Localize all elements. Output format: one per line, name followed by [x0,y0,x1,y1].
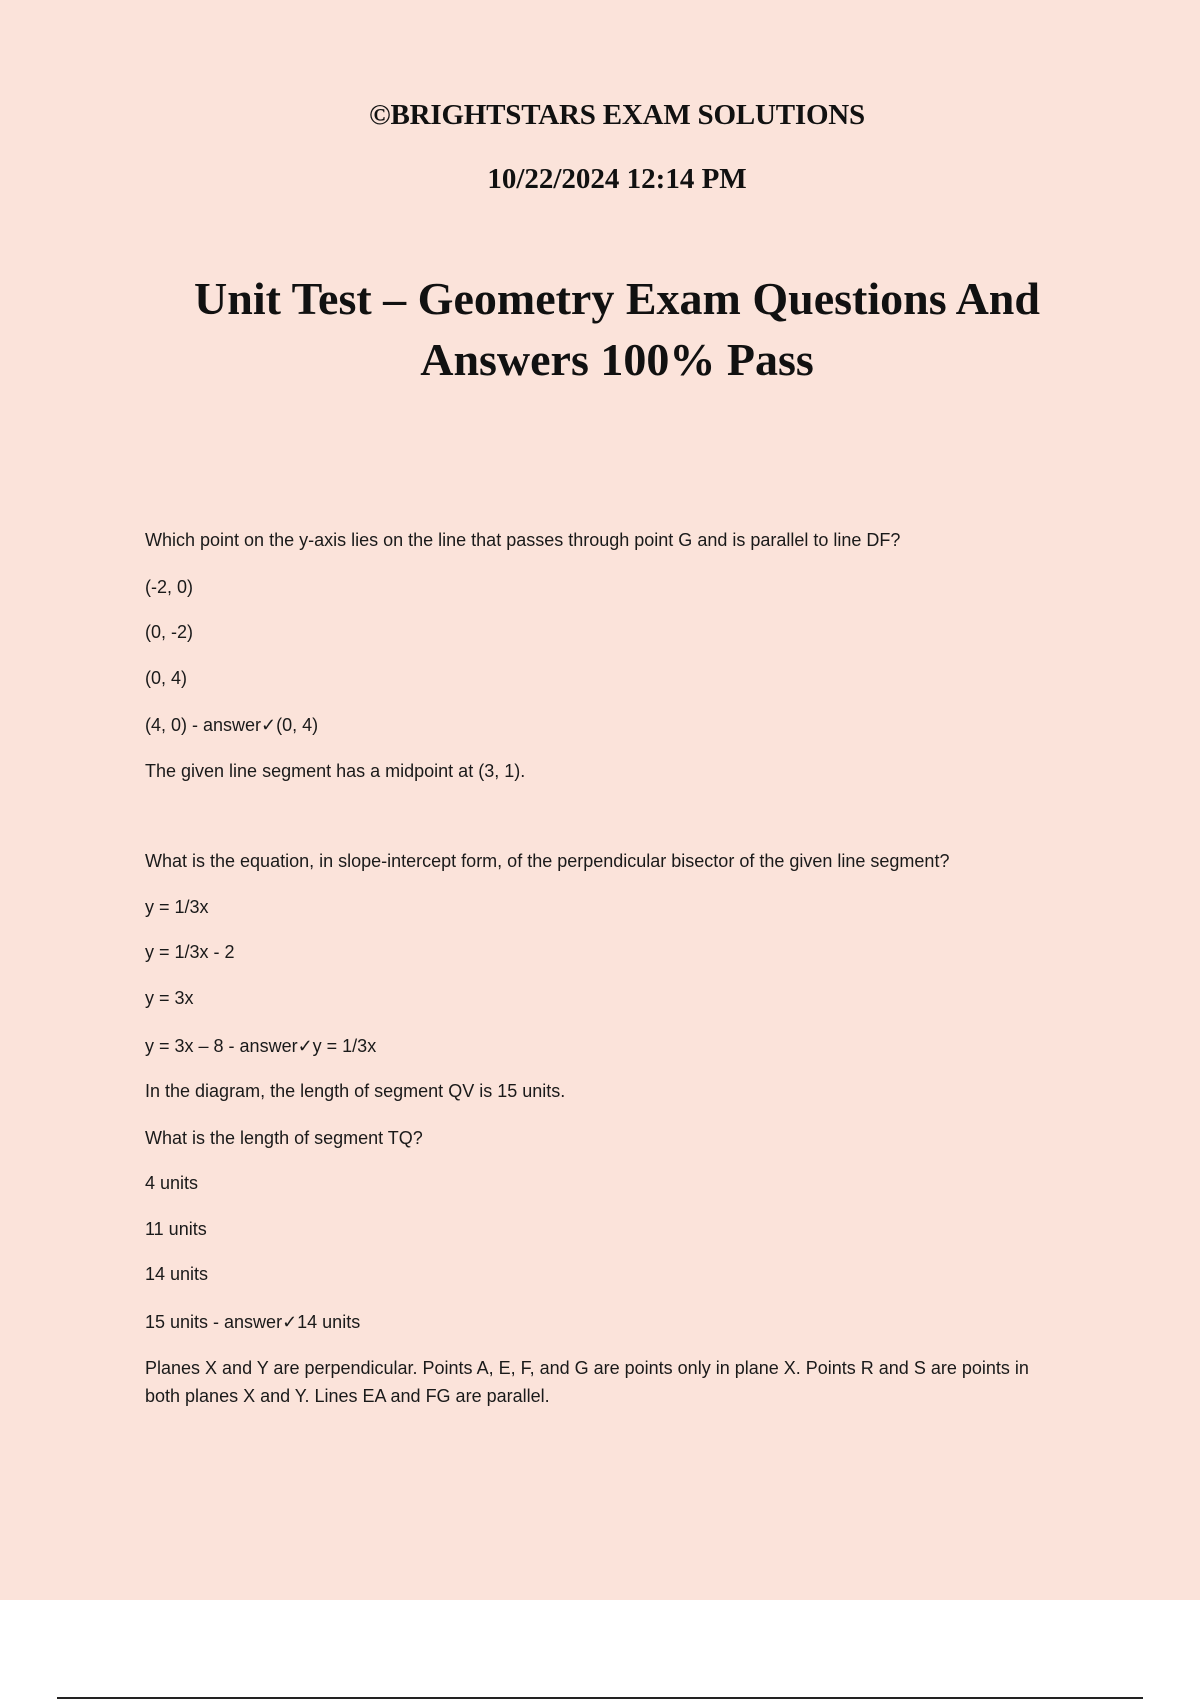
question-2-option-c: y = 3x [145,988,194,1008]
question-3-context: In the diagram, the length of segment QV is 15 units. [145,1081,566,1101]
document-datetime: 10/22/2024 12:14 PM [487,163,747,195]
question-1-option-b: (0, -2) [145,622,194,642]
title-line-1: Unit Test – Geometry Exam Questions And [194,273,1040,324]
question-1-option-c: (0, 4) [145,668,188,688]
question-2-context: The given line segment has a midpoint at (3, 1). [145,761,526,781]
document-title [0,268,1200,390]
title-line-2: Answers 100% Pass [420,334,814,385]
organization-header: ©BRIGHTSTARS EXAM SOLUTIONS [369,99,865,131]
footer-rule [57,1697,1143,1699]
question-1-answer: (4, 0) - answer✓(0, 4) [145,715,319,735]
question-4-context: Planes X and Y are perpendicular. Points A, E, F, and G are points only in plane X. Points R and S are points in both planes X and Y. Lines EA and FG are parallel. [145,1358,1029,1406]
question-1-option-a: (-2, 0) [145,577,194,597]
question-3-text: What is the length of segment TQ? [145,1128,423,1148]
question-1-text: Which point on the y-axis lies on the line that passes through point G and is parallel to line DF? [145,530,901,550]
question-3-option-b: 11 units [145,1219,207,1239]
question-2-answer: y = 3x – 8 - answer✓y = 1/3x [145,1036,377,1056]
question-2-option-a: y = 1/3x [145,897,209,917]
question-3-option-c: 14 units [145,1264,209,1284]
question-2-text: What is the equation, in slope-intercept form, of the perpendicular bisector of the given line segment? [145,851,950,871]
question-2-option-b: y = 1/3x - 2 [145,942,235,962]
question-3-option-a: 4 units [145,1173,199,1193]
question-3-answer: 15 units - answer✓14 units [145,1312,361,1332]
